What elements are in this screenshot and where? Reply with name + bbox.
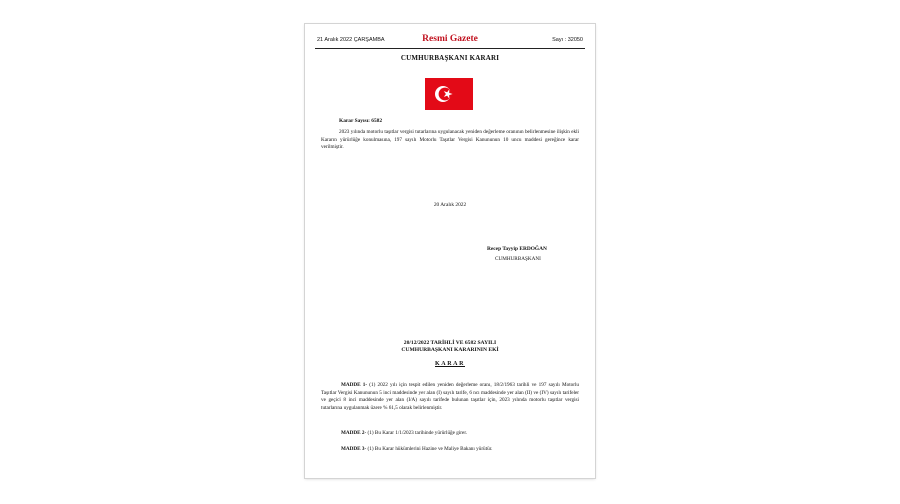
document-title: CUMHURBAŞKANI KARARI bbox=[400, 54, 500, 62]
header-date: 21 Aralık 2022 ÇARŞAMBA bbox=[317, 37, 385, 43]
article-2 bbox=[321, 430, 579, 438]
article-text: (1) 2022 yılı için tespit edilen yeniden değerleme oranı, 18/2/1963 tarihli ve 197 sayılı Motorlu Taşıtlar Vergisi Kanununun 5 inci maddesinde yer alan (I) sayılı tarife, 6 ncı maddesinde yer alan (II) ve (IV) sayılı tarifeler ve geçici 8 inci maddesinde yer alan (I/A) sayılı tarifede bulunan taşıtlar için, 2023 yılında motorlu taşıtlar vergisi tutarlarına uygulanmak üzere % 61,5 olarak belirlenmiştir. bbox=[321, 382, 580, 411]
article-heading: MADDE 2- bbox=[341, 430, 367, 436]
article-1 bbox=[321, 382, 579, 412]
gazette-header bbox=[315, 34, 585, 49]
karar-heading: KARAR bbox=[435, 361, 465, 367]
article-heading: MADDE 3- bbox=[341, 446, 367, 452]
decree-number: Karar Sayısı: 6582 bbox=[339, 118, 383, 124]
intro-paragraph: 2023 yılında motorlu taşıtlar vergisi tutarlarına uygulanacak yeniden değerleme oranının belirlenmesine ilişkin ekli Kararın yürürlüğe konulmasına, 197 sayılı Motorlu Taşıtlar Vergisi Kanununun 10 uncu maddesi gereğince karar verilmiştir. bbox=[321, 129, 579, 151]
header-title: Resmi Gazete bbox=[422, 34, 478, 44]
signer-name: Recep Tayyip ERDOĞAN bbox=[487, 246, 547, 252]
turkish-flag-icon bbox=[425, 78, 473, 110]
article-text: (1) Bu Karar 1/1/2023 tarihinde yürürlüğe girer. bbox=[366, 430, 468, 436]
signature-date: 20 Aralık 2022 bbox=[433, 202, 467, 208]
flag-emblem bbox=[425, 78, 473, 110]
annex-title bbox=[305, 340, 595, 354]
article-heading: MADDE 1- bbox=[341, 382, 368, 388]
article-text: (1) Bu Karar hükümlerini Hazine ve Maliye Bakanı yürütür. bbox=[366, 446, 493, 452]
signer-title: CUMHURBAŞKANI bbox=[495, 256, 541, 262]
annex-title-line: CUMHURBAŞKANI KARARININ EKİ bbox=[401, 347, 499, 354]
annex-title-line: 20/12/2022 TARİHLİ VE 6582 SAYILI bbox=[403, 340, 497, 346]
gazette-page bbox=[305, 24, 595, 478]
article-3 bbox=[321, 446, 579, 454]
header-issue-number: Sayı : 32050 bbox=[552, 37, 583, 43]
